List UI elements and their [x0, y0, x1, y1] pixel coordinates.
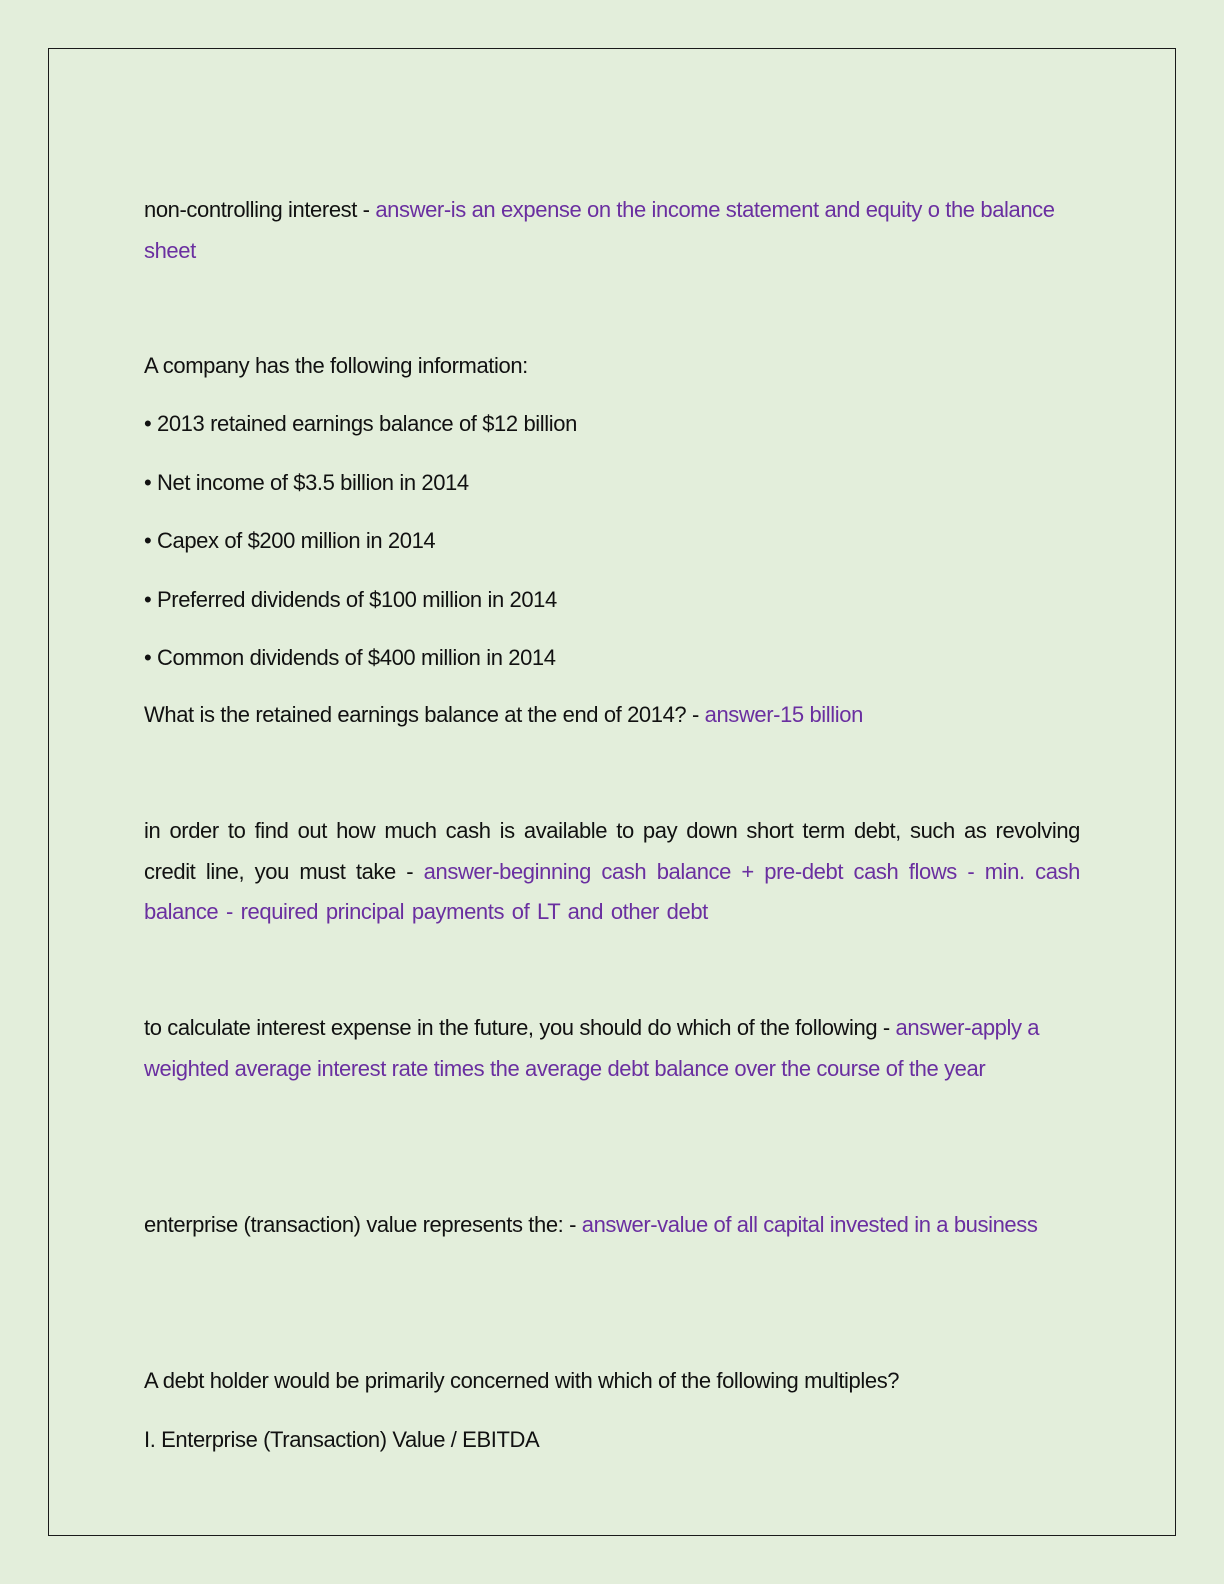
bullet-item: • 2013 retained earnings balance of $12 billion: [144, 411, 577, 436]
question-text: non-controlling interest -: [144, 197, 376, 222]
qa-enterprise-value: [144, 1205, 1080, 1246]
option-item: I. Enterprise (Transaction) Value / EBITDA: [144, 1427, 540, 1452]
question-text: enterprise (transaction) value represents the: -: [144, 1212, 582, 1237]
bullet-item: • Net income of $3.5 billion in 2014: [144, 470, 469, 495]
qa-debt-holder-question: A debt holder would be primarily concerned with which of the following multiples?: [144, 1368, 900, 1393]
answer-text: answer-beginning cash balance + pre-debt cash flows - min. cash balance - required principal payments of LT and other debt: [144, 858, 1080, 924]
company-info-intro: A company has the following information:: [144, 353, 528, 378]
answer-text: answer-value of all capital invested in a business: [581, 1212, 1038, 1237]
qa-retained-earnings: [144, 695, 1080, 736]
page-border: [48, 48, 1176, 1536]
answer-text: answer-15 billion: [704, 702, 863, 727]
bullet-item: • Common dividends of $400 million in 2014: [144, 645, 556, 670]
bullet-item: • Capex of $200 million in 2014: [144, 528, 436, 553]
question-text: What is the retained earnings balance at the end of 2014? -: [144, 702, 705, 727]
answer-text: answer-apply a weighted average interest rate times the average debt balance over the course of the year: [144, 1015, 1040, 1081]
qa-interest-expense: [144, 1008, 1080, 1089]
question-text: in order to find out how much cash is available to pay down short term debt, such as revolving credit line, you must take -: [144, 818, 1080, 884]
question-text: to calculate interest expense in the future, you should do which of the following -: [144, 1015, 896, 1040]
qa-non-controlling-interest: [144, 190, 1080, 271]
qa-cash-available: [144, 811, 1080, 933]
answer-text: answer-is an expense on the income statement and equity o the balance sheet: [144, 197, 1055, 263]
bullet-item: • Preferred dividends of $100 million in 2014: [144, 587, 557, 612]
